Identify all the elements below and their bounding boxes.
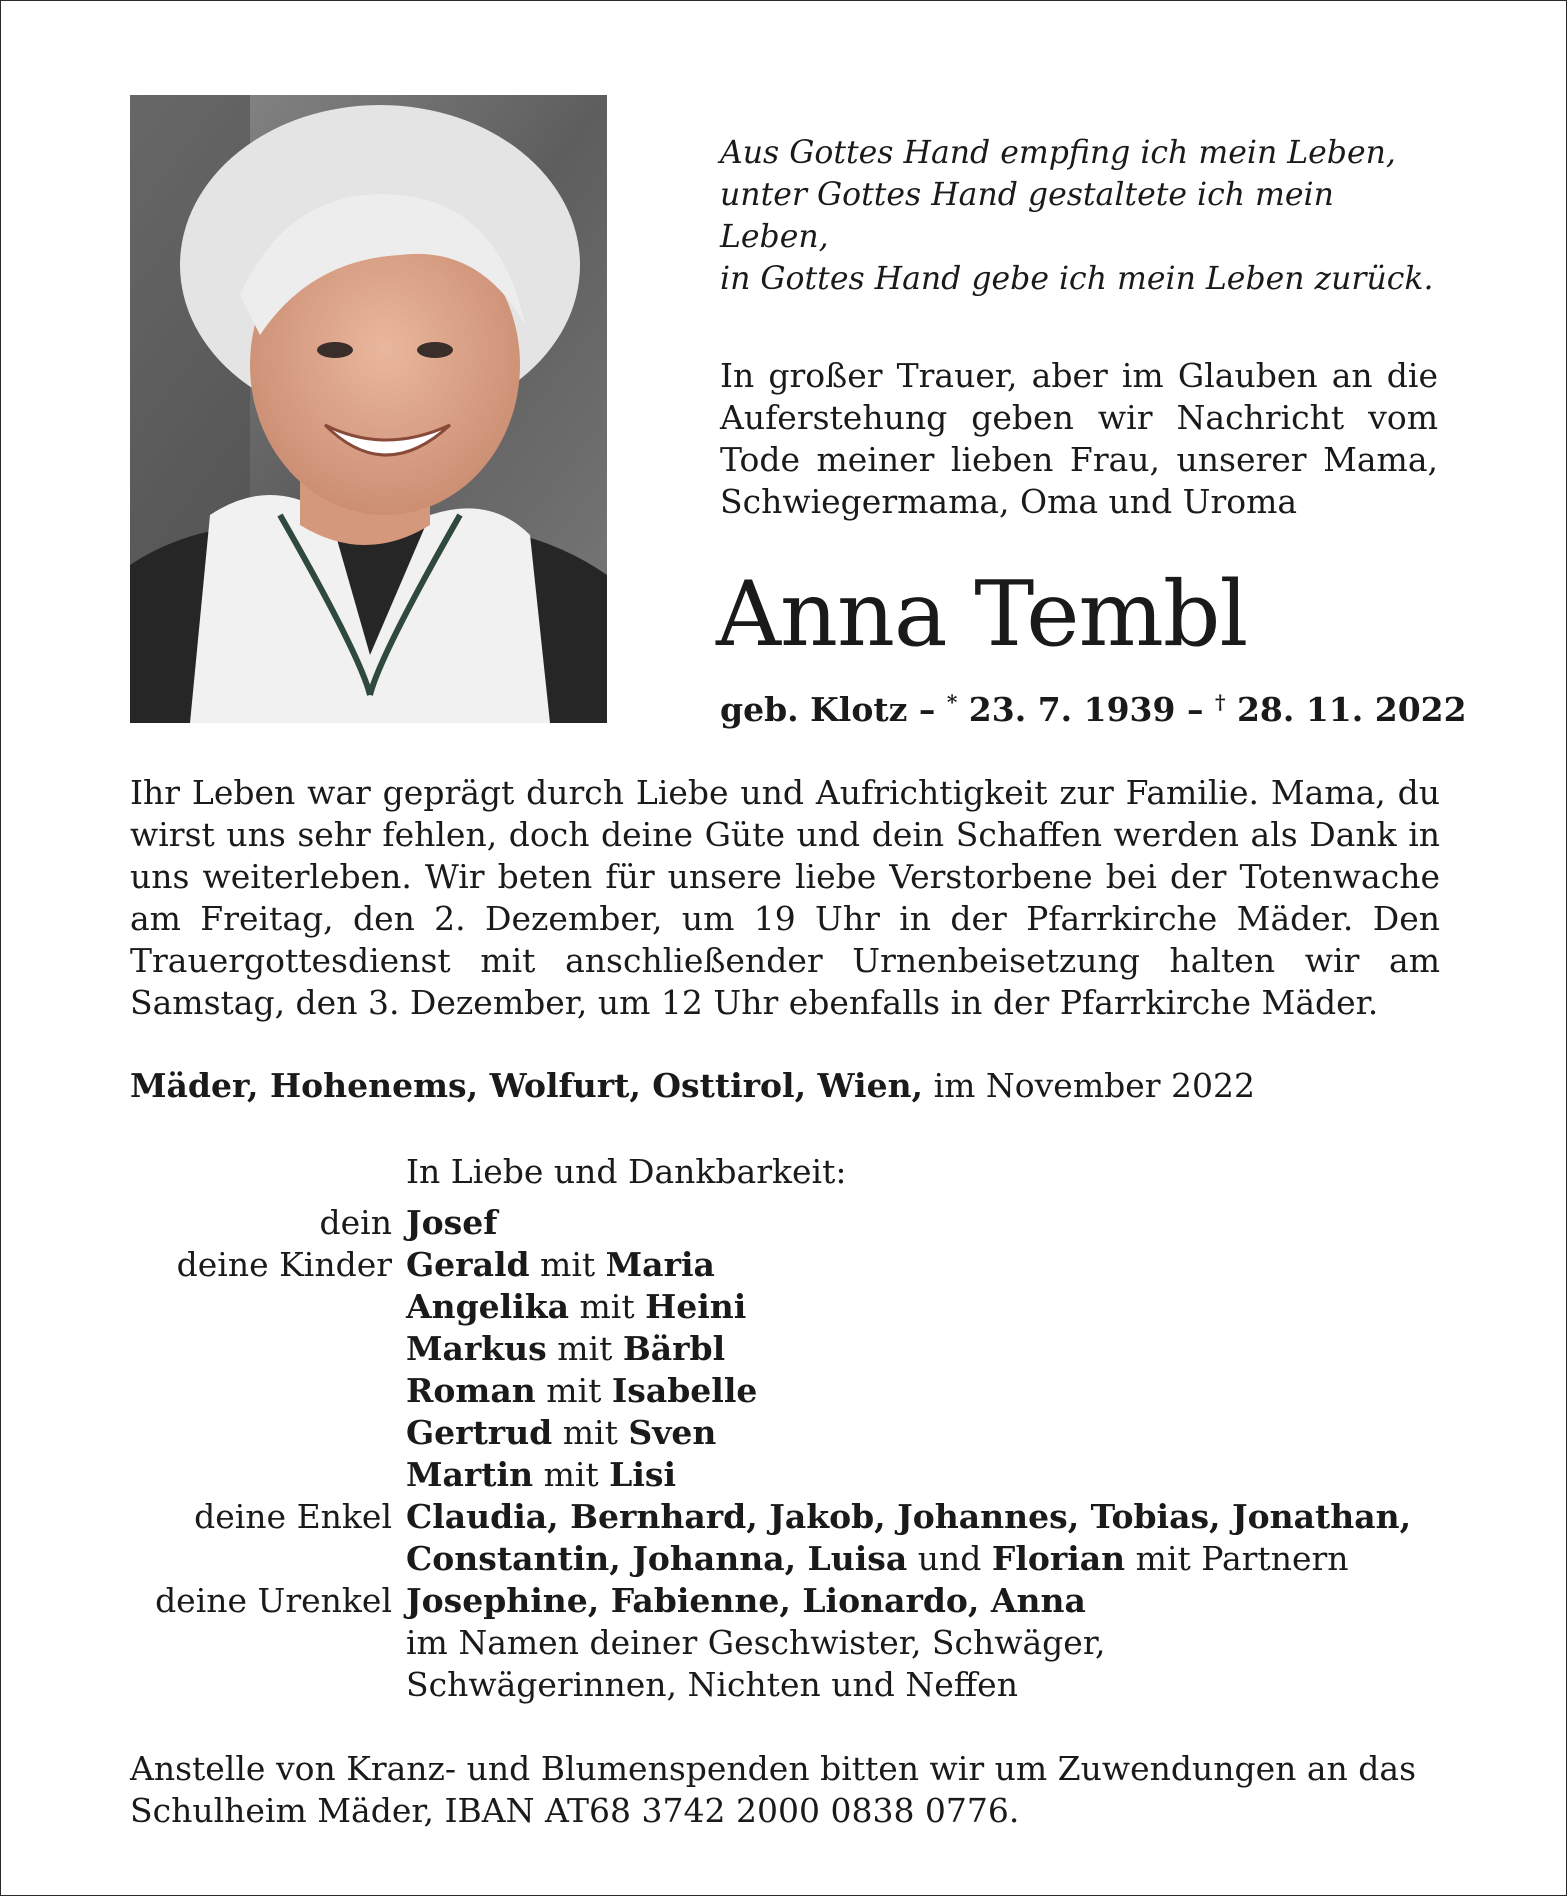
life-dates: [720, 690, 1467, 729]
mourner-connector: mit: [552, 1413, 629, 1452]
mourner-name: Lisi: [609, 1455, 677, 1494]
mourner-name: Sven: [628, 1413, 717, 1452]
mourner-relation: [130, 1454, 406, 1496]
dates-separator: –: [907, 690, 947, 729]
mourner-names: [406, 1370, 1470, 1412]
mourner-connector: mit: [546, 1329, 623, 1368]
mourner-relation: [130, 1370, 406, 1412]
mourner-connector: Schwägerinnen, Nichten und Neffen: [406, 1665, 1018, 1704]
notice-date: im November 2022: [933, 1066, 1256, 1105]
mourner-name: Martin: [406, 1455, 534, 1494]
mourner-names: [406, 1538, 1470, 1580]
mourner-name: Isabelle: [611, 1371, 758, 1410]
mourner-relation: [130, 1286, 406, 1328]
mourner-row: [130, 1244, 1470, 1286]
portrait-photo: [130, 95, 607, 723]
funeral-details: Ihr Leben war geprägt durch Liebe und Aufrichtigkeit zur Familie. Mama, du wirst uns sehr fehlen, doch deine Güte und dein Schaffen werden als Dank in uns weiterleben. Wir beten für unsere liebe Verstorbene bei der Totenwache am Freitag, den 2. Dezember, um 19 Uhr in der Pfarrkirche Mäder. Den Trauergottesdienst mit anschließender Urnenbeisetzung halten wir am Samstag, den 3. Dezember, um 12 Uhr ebenfalls in der Pfarrkirche Mäder.: [130, 773, 1440, 1022]
mourner-connector: mit: [529, 1245, 606, 1284]
mourner-connector: mit: [535, 1371, 612, 1410]
mourner-name: Josephine, Fabienne, Lionardo, Anna: [406, 1581, 1086, 1620]
mourner-relation: [130, 1328, 406, 1370]
mourner-connector: im Namen deiner Geschwister, Schwäger,: [406, 1623, 1106, 1662]
mourner-name: Florian: [991, 1539, 1126, 1578]
mourner-relation: [130, 1412, 406, 1454]
mourner-name: Josef: [406, 1203, 498, 1242]
mourner-names: [406, 1664, 1470, 1706]
mourner-connector: mit: [533, 1455, 610, 1494]
mourner-connector: mit Partnern: [1125, 1539, 1349, 1578]
mourner-row: [130, 1496, 1470, 1538]
mourner-row: [130, 1328, 1470, 1370]
dates-separator: –: [1175, 690, 1215, 729]
death-date: 28. 11. 2022: [1236, 690, 1467, 729]
mourner-name: Roman: [406, 1371, 536, 1410]
mourner-relation: deine Kinder: [176, 1245, 392, 1284]
mourner-relation: [130, 1664, 406, 1706]
mourner-names: [406, 1328, 1470, 1370]
bible-quote: Aus Gottes Hand empfing ich mein Leben, unter Gottes Hand gestaltete ich mein Leben, in Gottes Hand gebe ich mein Leben zurück.: [720, 135, 1434, 297]
mourner-name: Bärbl: [622, 1329, 726, 1368]
mourner-names: [406, 1580, 1470, 1622]
mourner-connector: mit: [569, 1287, 646, 1326]
mourner-row: [130, 1622, 1470, 1664]
mourner-names: [406, 1496, 1470, 1538]
mourner-name: Heini: [645, 1287, 747, 1326]
mourner-relation: deine Urenkel: [155, 1581, 392, 1620]
maiden-name: geb. Klotz: [720, 690, 908, 729]
mourner-names: [406, 1622, 1470, 1664]
mourner-row: [130, 1202, 1470, 1244]
mourner-name: Gerald: [406, 1245, 530, 1284]
mourner-name: Gertrud: [406, 1413, 553, 1452]
mourner-names: [406, 1454, 1470, 1496]
birth-date: 23. 7. 1939: [968, 690, 1176, 729]
mourner-row: [130, 1370, 1470, 1412]
mourner-relation: [130, 1538, 406, 1580]
mourner-names: [406, 1412, 1470, 1454]
mourner-name: Maria: [605, 1245, 715, 1284]
places-line: [130, 1066, 1255, 1105]
deceased-name: Anna Tembl: [716, 562, 1248, 667]
family-places: Mäder, Hohenems, Wolfurt, Osttirol, Wien,: [130, 1066, 924, 1105]
donation-request: Anstelle von Kranz- und Blumenspenden bitten wir um Zuwendungen an das Schulheim Mäder, IBAN AT68 3742 2000 0838 0776.: [130, 1749, 1417, 1830]
announcement-intro: In großer Trauer, aber im Glauben an die Auferstehung geben wir Nachricht vom Tode meiner lieben Frau, unserer Mama, Schwiegermama, Oma und Uroma: [720, 356, 1438, 521]
mourner-row: [130, 1454, 1470, 1496]
mourner-connector: und: [907, 1539, 992, 1578]
mourner-name: Markus: [406, 1329, 547, 1368]
mourner-row: [130, 1412, 1470, 1454]
mourner-name: Claudia, Bernhard, Jakob, Johannes, Tobias, Jonathan,: [406, 1497, 1412, 1536]
mourner-row: [130, 1580, 1470, 1622]
mourners-heading: In Liebe und Dankbarkeit:: [406, 1152, 847, 1191]
mourners-list: [130, 1202, 1470, 1706]
birth-symbol: *: [946, 690, 958, 714]
mourner-relation: deine Enkel: [194, 1497, 392, 1536]
mourner-row: [130, 1664, 1470, 1706]
mourner-relation: dein: [319, 1203, 392, 1242]
mourner-names: [406, 1244, 1470, 1286]
mourner-name: Angelika: [406, 1287, 569, 1326]
mourner-name: Constantin, Johanna, Luisa: [406, 1539, 908, 1578]
mourner-names: [406, 1202, 1470, 1244]
mourner-names: [406, 1286, 1470, 1328]
mourner-relation: [130, 1622, 406, 1664]
death-symbol: †: [1214, 690, 1226, 714]
mourner-row: [130, 1286, 1470, 1328]
mourner-row: [130, 1538, 1470, 1580]
